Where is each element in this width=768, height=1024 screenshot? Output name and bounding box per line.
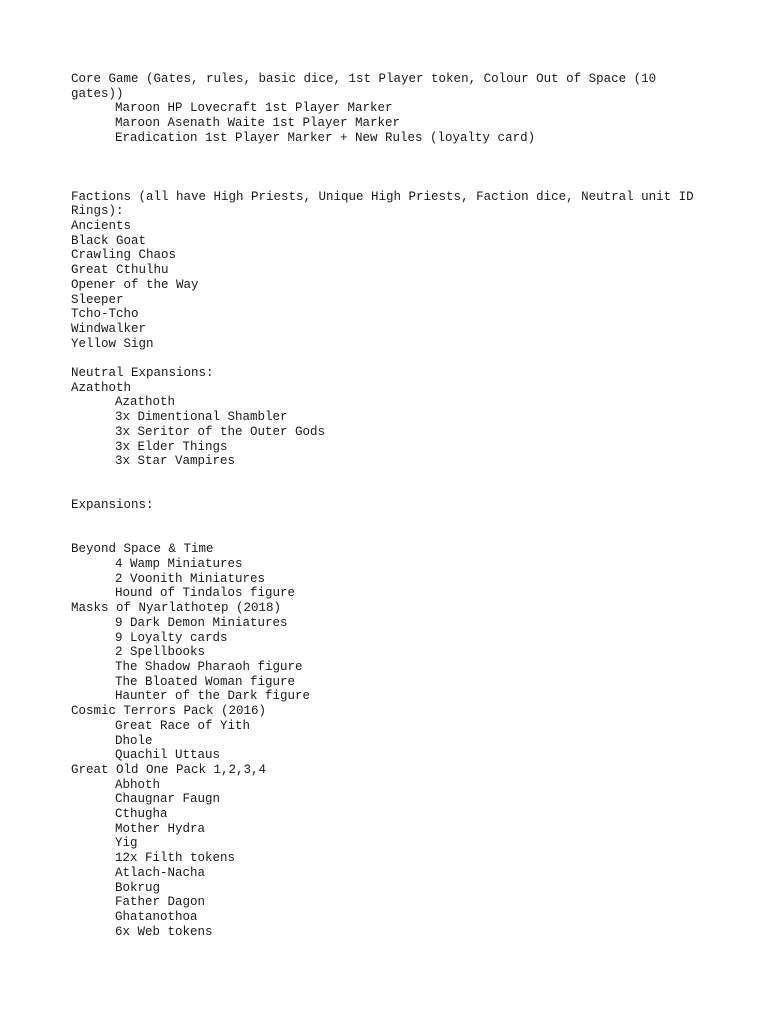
spacer xyxy=(71,160,711,175)
core-game-item: Maroon Asenath Waite 1st Player Marker xyxy=(115,116,401,131)
spacer xyxy=(71,469,711,484)
spacer xyxy=(71,146,711,161)
neutral-item: 3x Seritor of the Outer Gods xyxy=(115,424,326,439)
faction-item: Crawling Chaos xyxy=(71,248,177,263)
neutral-item: 3x Elder Things xyxy=(115,439,228,454)
expansion-item: Chaugnar Faugn xyxy=(115,792,221,807)
core-game-item: Maroon HP Lovecraft 1st Player Marker xyxy=(115,101,393,116)
faction-item: Great Cthulhu xyxy=(71,263,169,278)
expansion-item: 9 Dark Demon Miniatures xyxy=(115,615,288,630)
expansion-item: Mother Hydra xyxy=(115,821,206,836)
neutral-item: 3x Star Vampires xyxy=(115,454,236,469)
neutral-item: Azathoth xyxy=(115,395,176,410)
expansions-heading: Expansions: xyxy=(71,498,154,513)
expansion-item: Ghatanothoa xyxy=(115,909,198,924)
expansion-item: Hound of Tindalos figure xyxy=(115,586,296,601)
factions-heading: Factions (all have High Priests, Unique High Priests, Faction dice, Neutral unit ID Rings): xyxy=(71,189,702,219)
neutral-expansions-heading: Neutral Expansions: xyxy=(71,366,214,380)
expansion-item: Abhoth xyxy=(115,777,161,792)
faction-item: Ancients xyxy=(71,218,132,233)
neutral-group-title: Azathoth xyxy=(71,380,132,395)
expansion-item: Dhole xyxy=(115,733,153,748)
faction-item: Yellow Sign xyxy=(71,336,154,351)
expansion-item: 9 Loyalty cards xyxy=(115,630,228,645)
expansion-item: Bokrug xyxy=(115,880,161,895)
expansion-item: The Shadow Pharaoh figure xyxy=(115,660,303,674)
expansion-title: Cosmic Terrors Pack (2016) xyxy=(71,704,267,719)
spacer xyxy=(71,528,711,543)
expansion-item: Haunter of the Dark figure xyxy=(115,689,311,704)
expansion-item: 2 Voonith Miniatures xyxy=(115,571,266,586)
expansion-title: Great Old One Pack 1,2,3,4 xyxy=(71,762,267,777)
expansion-item: Cthugha xyxy=(115,807,168,822)
expansion-item: Great Race of Yith xyxy=(115,718,251,733)
expansion-title: Beyond Space & Time xyxy=(71,542,214,557)
faction-item: Sleeper xyxy=(71,292,124,307)
expansion-item: 2 Spellbooks xyxy=(115,645,206,660)
expansion-item: 12x Filth tokens xyxy=(115,851,236,866)
expansion-item: 4 Wamp Miniatures xyxy=(115,557,243,572)
spacer xyxy=(71,513,711,528)
faction-item: Opener of the Way xyxy=(71,277,199,292)
neutral-item: 3x Dimentional Shambler xyxy=(115,410,288,425)
expansion-item: Quachil Uttaus xyxy=(115,748,221,763)
faction-item: Black Goat xyxy=(71,233,147,248)
expansion-title: Masks of Nyarlathotep (2018) xyxy=(71,601,282,616)
expansion-item: Atlach-Nacha xyxy=(115,865,206,880)
expansion-item: Yig xyxy=(115,836,138,851)
document-page xyxy=(71,72,711,939)
expansion-item: 6x Web tokens xyxy=(115,924,213,939)
spacer xyxy=(71,351,711,366)
expansion-item: Father Dagon xyxy=(115,895,206,910)
faction-item: Windwalker xyxy=(71,321,147,336)
core-game-item: Eradication 1st Player Marker + New Rules (loyalty card) xyxy=(115,130,536,145)
spacer xyxy=(71,484,711,499)
spacer xyxy=(71,175,711,190)
core-game-heading: Core Game (Gates, rules, basic dice, 1st Player token, Colour Out of Space (10 gates)) xyxy=(71,72,664,101)
expansion-item: The Bloated Woman figure xyxy=(115,674,296,689)
faction-item: Tcho-Tcho xyxy=(71,307,139,322)
